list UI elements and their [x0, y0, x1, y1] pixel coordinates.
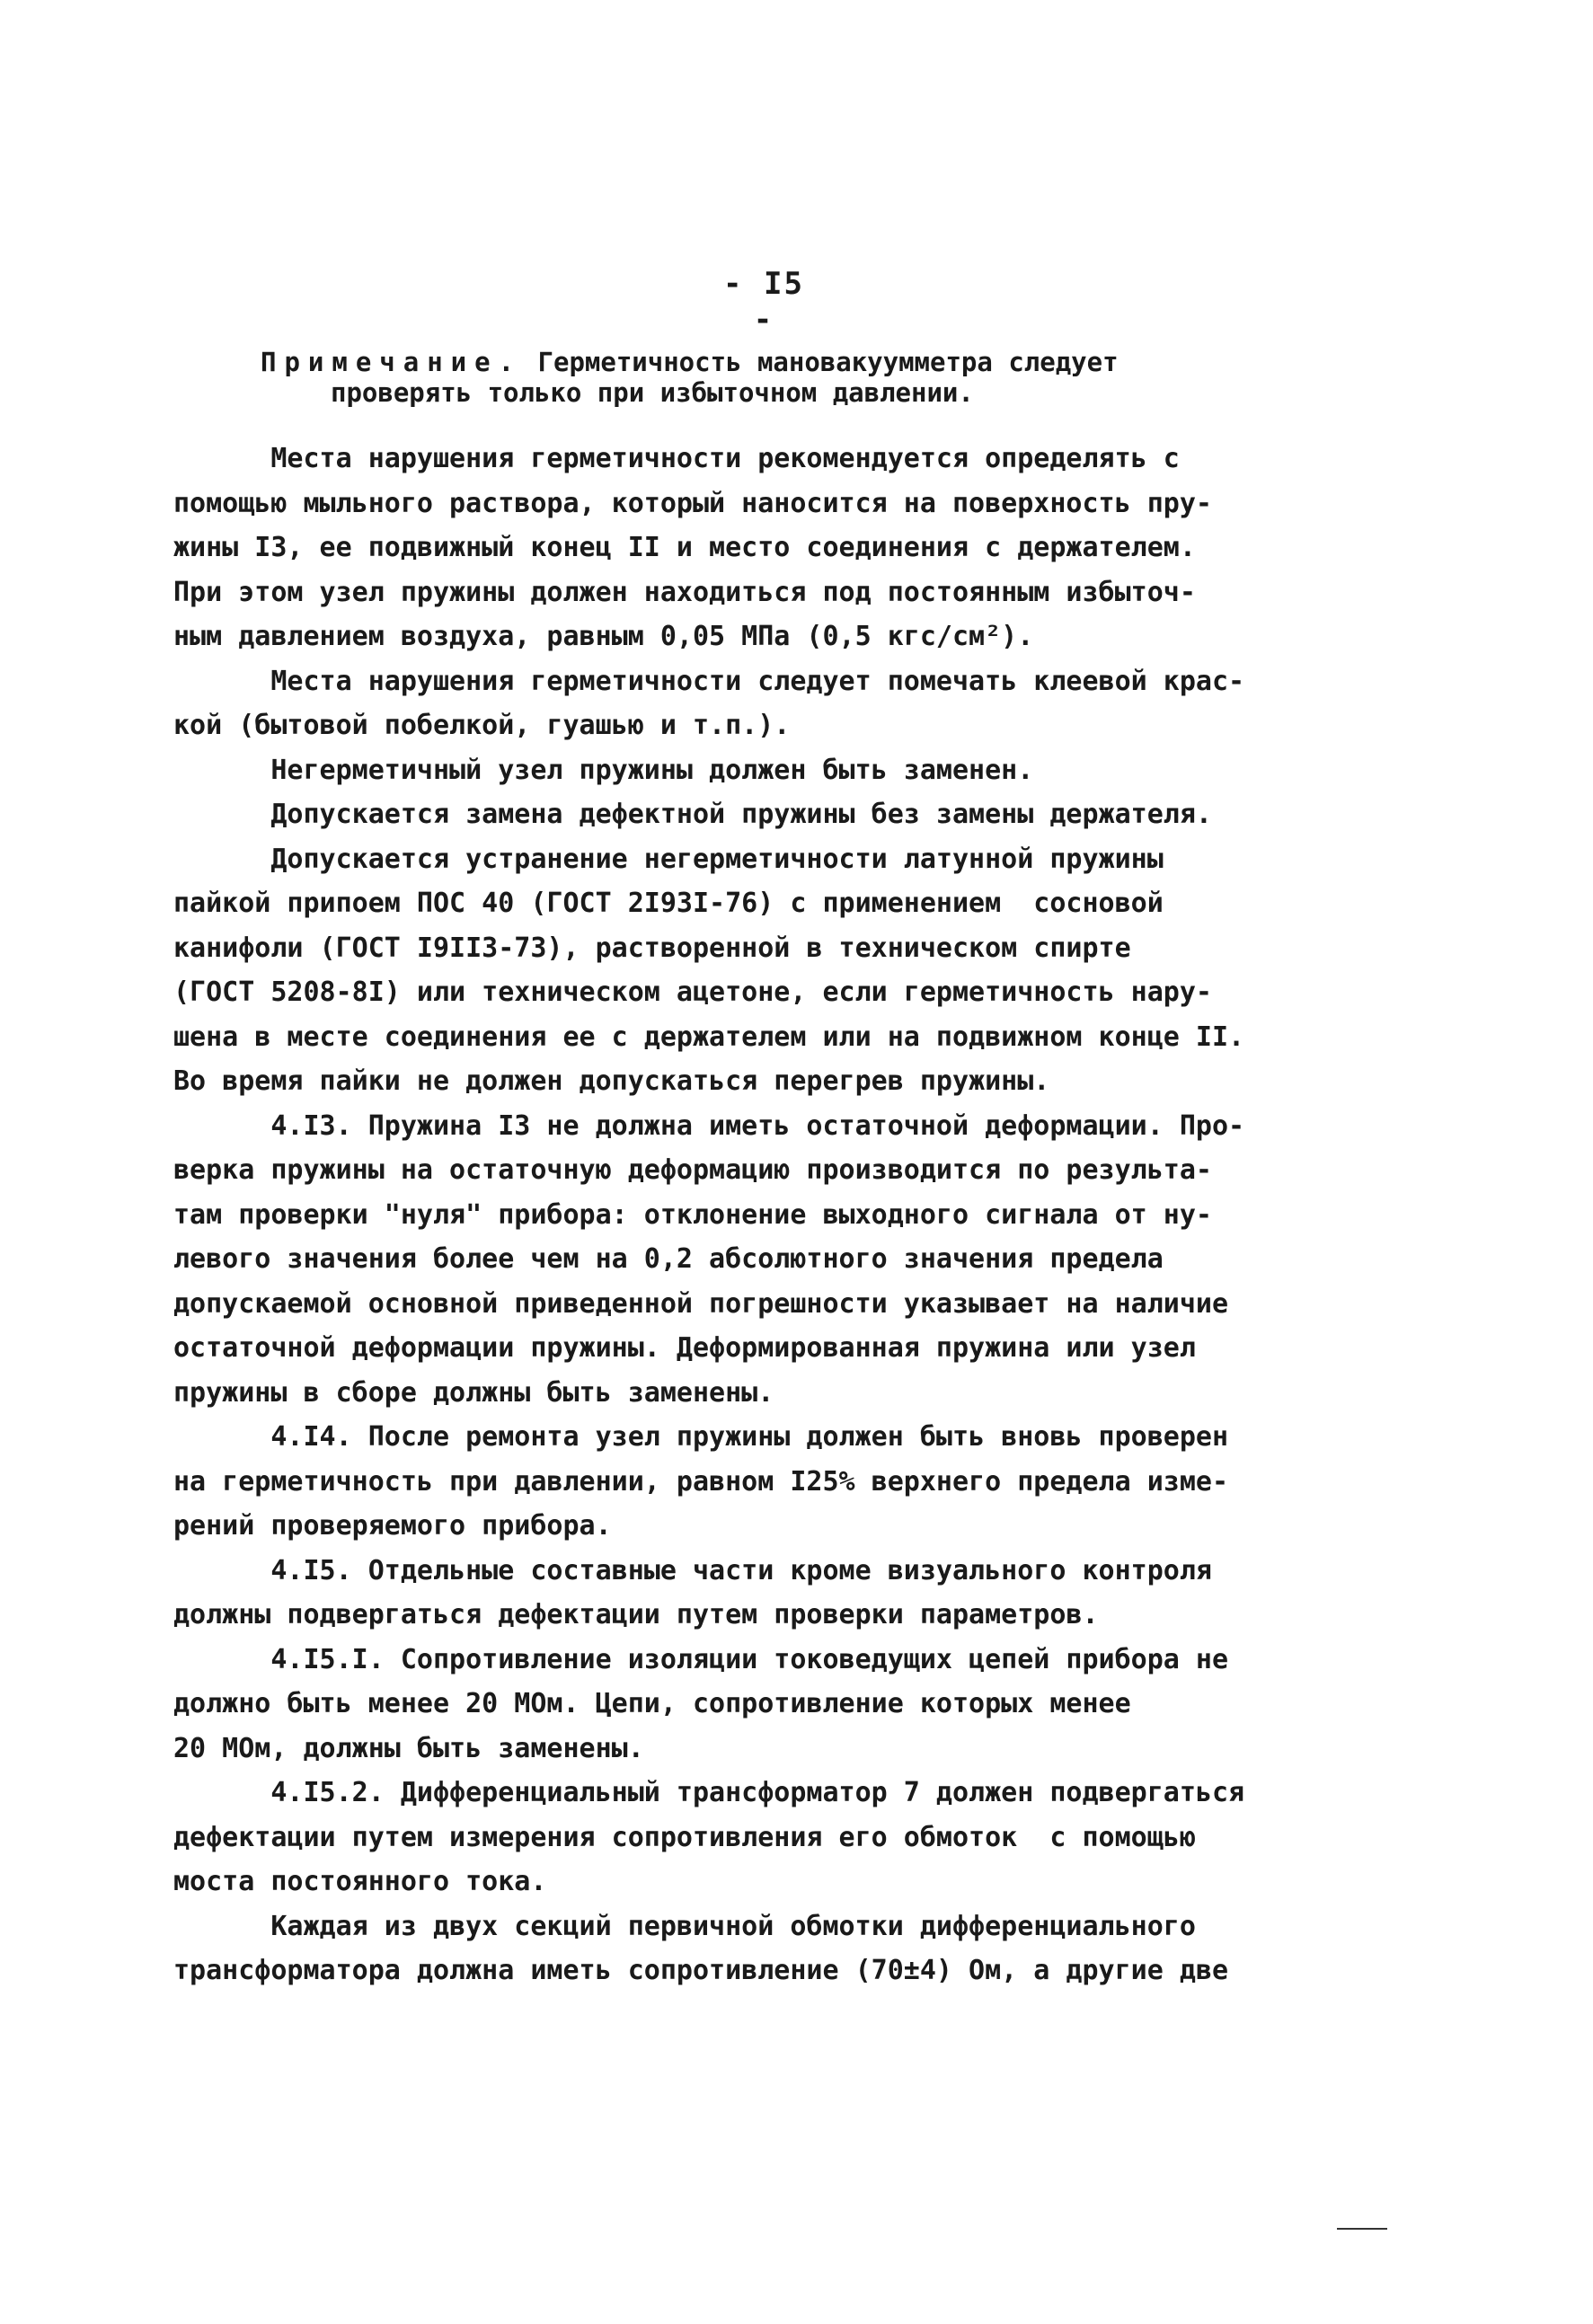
text-line: Места нарушения герметичности рекомендуется определять с	[173, 443, 1180, 474]
text-line: 4.I3. Пружина I3 не должна иметь остаточной деформации. Про-	[173, 1109, 1245, 1142]
text-line: Каждая из двух секций первичной обмотки дифференциального	[173, 1910, 1196, 1942]
text-line: жины I3, ее подвижный конец II и место соединения с держателем.	[173, 532, 1196, 563]
text-line: верка пружины на остаточную деформацию производится по результа-	[173, 1154, 1212, 1186]
text-line: левого значения более чем на 0,2 абсолютного значения предела	[173, 1243, 1164, 1275]
text-line: 4.I4. После ремонта узел пружины должен быть вновь проверен	[173, 1421, 1228, 1453]
note-line-2: проверять только при избыточном давлении.	[331, 377, 974, 408]
text-line: (ГОСТ 5208-8I) или техническом ацетоне, если герметичность нару-	[173, 976, 1212, 1008]
text-line: Места нарушения герметичности следует помечать клеевой крас-	[173, 665, 1245, 697]
text-line: должны подвергаться дефектации путем проверки параметров.	[173, 1599, 1099, 1630]
note-block	[261, 347, 1339, 408]
text-line: дефектации путем измерения сопротивления его обмоток с помощью	[173, 1821, 1196, 1853]
footer-dash	[1337, 2228, 1387, 2230]
text-line: пайкой припоем ПОС 40 (ГОСТ 2I93I-76) с применением сосновой	[173, 888, 1164, 919]
text-line: 4.I5.I. Сопротивление изоляции токоведущих цепей прибора не	[173, 1643, 1228, 1675]
text-line: рений проверяемого прибора.	[173, 1510, 612, 1542]
text-line: 4.I5.2. Дифференциальный трансформатор 7 должен подвергаться	[173, 1777, 1245, 1808]
text-line: на герметичность при давлении, равном I25% верхнего предела изме-	[173, 1465, 1228, 1498]
text-line: шена в месте соединения ее с держателем или на подвижном конце II.	[173, 1021, 1245, 1053]
text-line: 4.I5. Отдельные составные части кроме визуального контроля	[173, 1554, 1212, 1586]
text-line: остаточной деформации пружины. Деформированная пружина или узел	[173, 1332, 1196, 1364]
text-line: должно быть менее 20 МОм. Цепи, сопротивление которых менее	[173, 1688, 1131, 1719]
text-line: канифоли (ГОСТ I9II3-73), растворенной в техническом спирте	[173, 932, 1131, 964]
text-line: там проверки "нуля" прибора: отклонение выходного сигнала от ну-	[173, 1198, 1212, 1231]
text-line: пружины в сборе должны быть заменены.	[173, 1376, 774, 1409]
text-line: допускаемой основной приведенной погрешности указывает на наличие	[173, 1287, 1228, 1320]
text-line: 20 МОм, должны быть заменены.	[173, 1732, 644, 1764]
text-line: моста постоянного тока.	[173, 1866, 547, 1897]
text-line: Во время пайки не должен допускаться перегрев пружины.	[173, 1065, 1050, 1097]
text-line: Допускается устранение негерметичности латунной пружины	[173, 843, 1164, 875]
note-line-1: Герметичность мановакуумметра следует	[537, 347, 1119, 377]
text-line: помощью мыльного раствора, который наносится на поверхность пру-	[173, 487, 1212, 519]
body-text	[173, 437, 1332, 1993]
text-line: ным давлением воздуха, равным 0,05 МПа (0,5 кгс/см²).	[173, 621, 1034, 652]
text-line: трансформатора должна иметь сопротивление (70±4) Ом, а другие две	[173, 1955, 1228, 1986]
text-line: Допускается замена дефектной пружины без замены держателя.	[173, 799, 1212, 830]
note-label: Примечание.	[261, 347, 523, 377]
text-line: Негерметичный узел пружины должен быть заменен.	[173, 754, 1034, 786]
text-line: кой (бытовой побелкой, гуашью и т.п.).	[173, 710, 791, 741]
page-number: - I5 -	[723, 266, 804, 338]
text-line: При этом узел пружины должен находиться под постоянным избыточ-	[173, 576, 1196, 608]
